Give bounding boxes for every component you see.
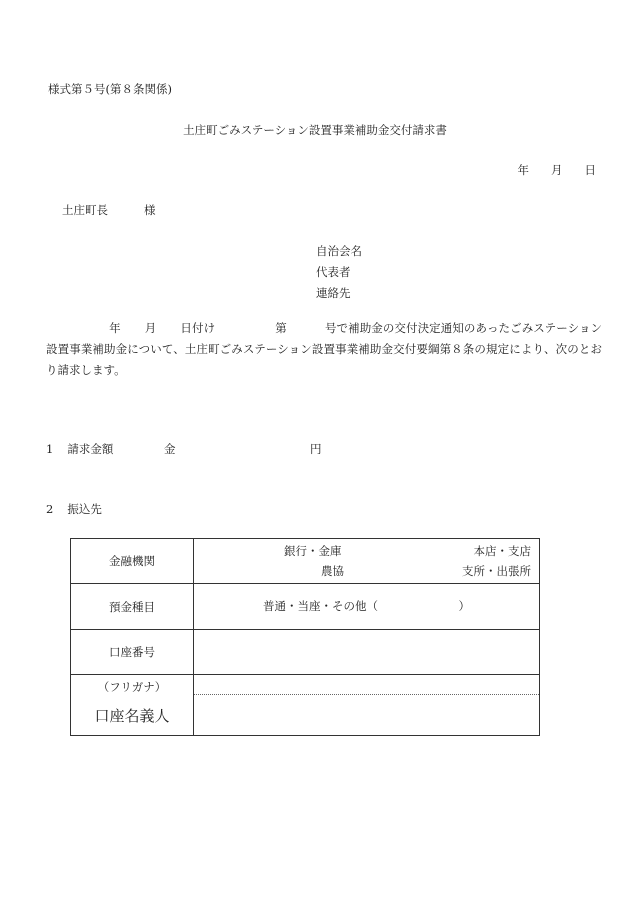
furigana-label: （フリガナ） bbox=[97, 680, 167, 694]
deposit-field[interactable] bbox=[194, 584, 540, 630]
form-number: 様式第５号(第８条関係) bbox=[48, 82, 172, 96]
addressee-name: 土庄町長 bbox=[62, 203, 108, 217]
account-row bbox=[71, 630, 540, 675]
addressee bbox=[62, 202, 156, 218]
bank-types: 銀行・金庫 bbox=[284, 544, 342, 558]
body-month: 月 bbox=[144, 321, 157, 335]
date-month: 月 bbox=[551, 163, 563, 177]
deposit-label: 預金種目 bbox=[71, 584, 194, 630]
institution-row bbox=[71, 539, 540, 584]
agri-coop: 農協 bbox=[321, 564, 344, 578]
deposit-row bbox=[71, 584, 540, 630]
page-title: 土庄町ごみステーション設置事業補助金交付請求書 bbox=[183, 123, 447, 137]
applicant-block bbox=[316, 241, 362, 304]
amount-line bbox=[46, 441, 322, 457]
account-number-field[interactable] bbox=[194, 630, 540, 675]
branch-main: 本店・支店 bbox=[473, 544, 531, 558]
association-label: 自治会名 bbox=[316, 244, 362, 258]
furigana-divider bbox=[194, 694, 539, 695]
amount-prefix: 金 bbox=[164, 442, 176, 456]
date-day: 日 bbox=[584, 163, 596, 177]
amount-label: 請求金額 bbox=[67, 442, 114, 456]
institution-field[interactable] bbox=[194, 539, 540, 584]
amount-suffix: 円 bbox=[310, 442, 322, 456]
institution-label: 金融機関 bbox=[71, 539, 194, 584]
request-body bbox=[46, 318, 602, 381]
holder-label: 口座名義人 bbox=[94, 707, 170, 725]
date-line bbox=[496, 162, 597, 178]
account-label: 口座番号 bbox=[71, 630, 194, 675]
addressee-honorific: 様 bbox=[144, 203, 156, 217]
bank-table bbox=[70, 538, 540, 736]
holder-label-cell bbox=[71, 675, 194, 736]
amount-number: 1 bbox=[46, 442, 54, 456]
contact-label: 連絡先 bbox=[316, 286, 351, 300]
holder-row bbox=[71, 675, 540, 736]
body-year: 年 bbox=[109, 321, 121, 335]
deposit-options: 普通・当座・その他（ ） bbox=[263, 599, 470, 613]
holder-field[interactable] bbox=[194, 675, 540, 736]
body-day: 日付け bbox=[180, 321, 216, 335]
transfer-number: 2 bbox=[46, 502, 54, 516]
date-year: 年 bbox=[517, 163, 529, 177]
representative-label: 代表者 bbox=[316, 265, 351, 279]
body-text: 号で補助金の交付決定通知のあったごみステーション設置事業補助金について、土庄町ごみステーション設置事業補助金交付要綱第８条の規定により、次のとおり請求します。 bbox=[46, 321, 603, 377]
transfer-heading bbox=[46, 501, 102, 517]
branch-sub: 支所・出張所 bbox=[462, 564, 531, 578]
body-number-prefix: 第 bbox=[275, 321, 287, 335]
transfer-label: 振込先 bbox=[67, 502, 102, 516]
